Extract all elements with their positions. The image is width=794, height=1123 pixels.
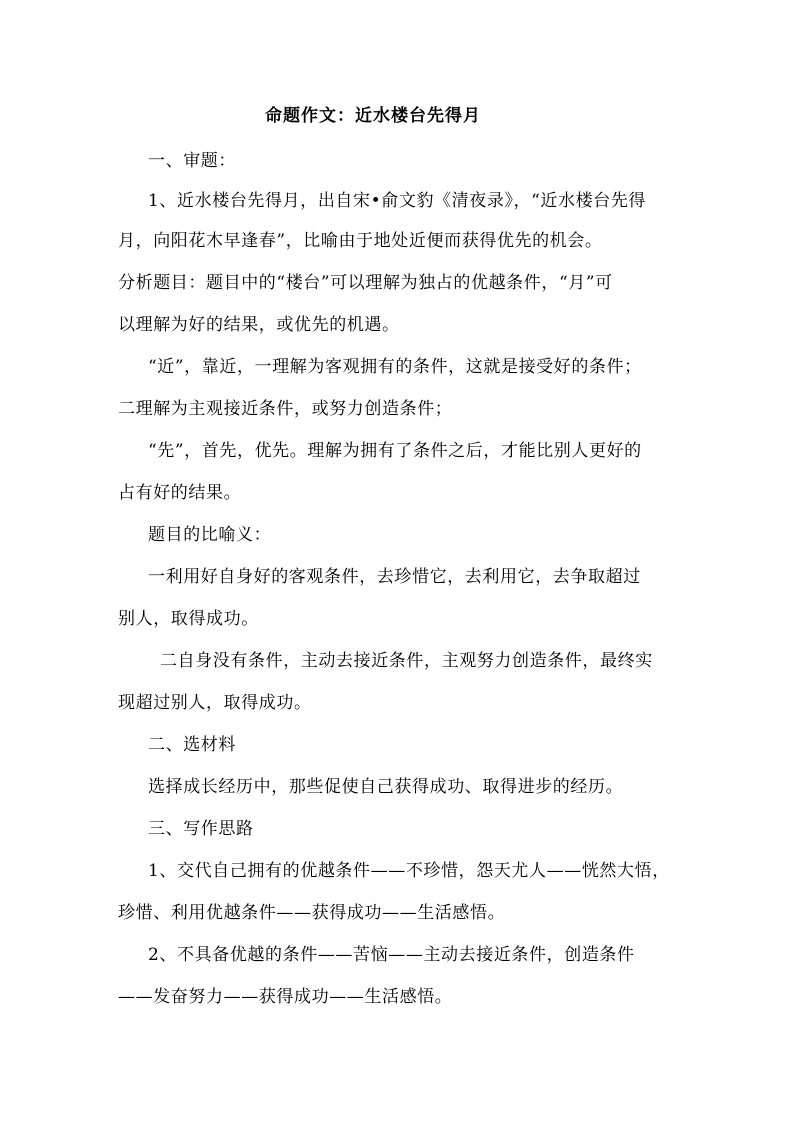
heading-review: 一、审题： — [148, 151, 236, 171]
paragraph-line: 选择成长经历中，那些促使自己获得成功、取得进步的经历。 — [148, 777, 624, 797]
paragraph-line: 月，向阳花木早逢春”，比喻由于地处近便而获得优先的机会。 — [118, 231, 603, 251]
paragraph-line: 1、交代自己拥有的优越条件——不珍惜，怨天尤人——恍然大悟， — [148, 861, 670, 881]
paragraph-line: 一利用好自身好的客观条件，去珍惜它，去利用它，去争取超过 — [148, 567, 641, 587]
paragraph-line: 现超过别人，取得成功。 — [118, 693, 312, 713]
paragraph-line: “先”，首先，优先。理解为拥有了条件之后，才能比别人更好的 — [148, 441, 642, 461]
paragraph-line: 别人，取得成功。 — [118, 609, 259, 629]
paragraph-line: 1、近水楼台先得月，出自宋•俞文豹《清夜录》，“近水楼台先得 — [148, 191, 647, 211]
document-title: 命题作文：近水楼台先得月 — [265, 106, 481, 126]
paragraph-line: 二自身没有条件，主动去接近条件，主观努力创造条件，最终实 — [160, 651, 653, 671]
heading-writing-ideas: 三、写作思路 — [148, 819, 254, 839]
paragraph-line: 珍惜、利用优越条件——获得成功——生活感悟。 — [118, 903, 506, 923]
paragraph-line: 分析题目：题目中的“楼台”可以理解为独占的优越条件，“月”可 — [118, 273, 613, 293]
paragraph-line: ——发奋努力——获得成功——生活感悟。 — [118, 987, 453, 1007]
paragraph-line: 以理解为好的结果，或优先的机遇。 — [118, 315, 400, 335]
paragraph-line: 占有好的结果。 — [118, 483, 242, 503]
paragraph-line: 二理解为主观接近条件，或努力创造条件； — [118, 399, 453, 419]
heading-materials: 二、选材料 — [148, 735, 236, 755]
paragraph-line: “近”，靠近，一理解为客观拥有的条件，这就是接受好的条件； — [148, 357, 642, 377]
paragraph-line: 2、不具备优越的条件——苦恼——主动去接近条件，创造条件 — [148, 945, 635, 965]
paragraph-line: 题目的比喻义： — [148, 525, 272, 545]
